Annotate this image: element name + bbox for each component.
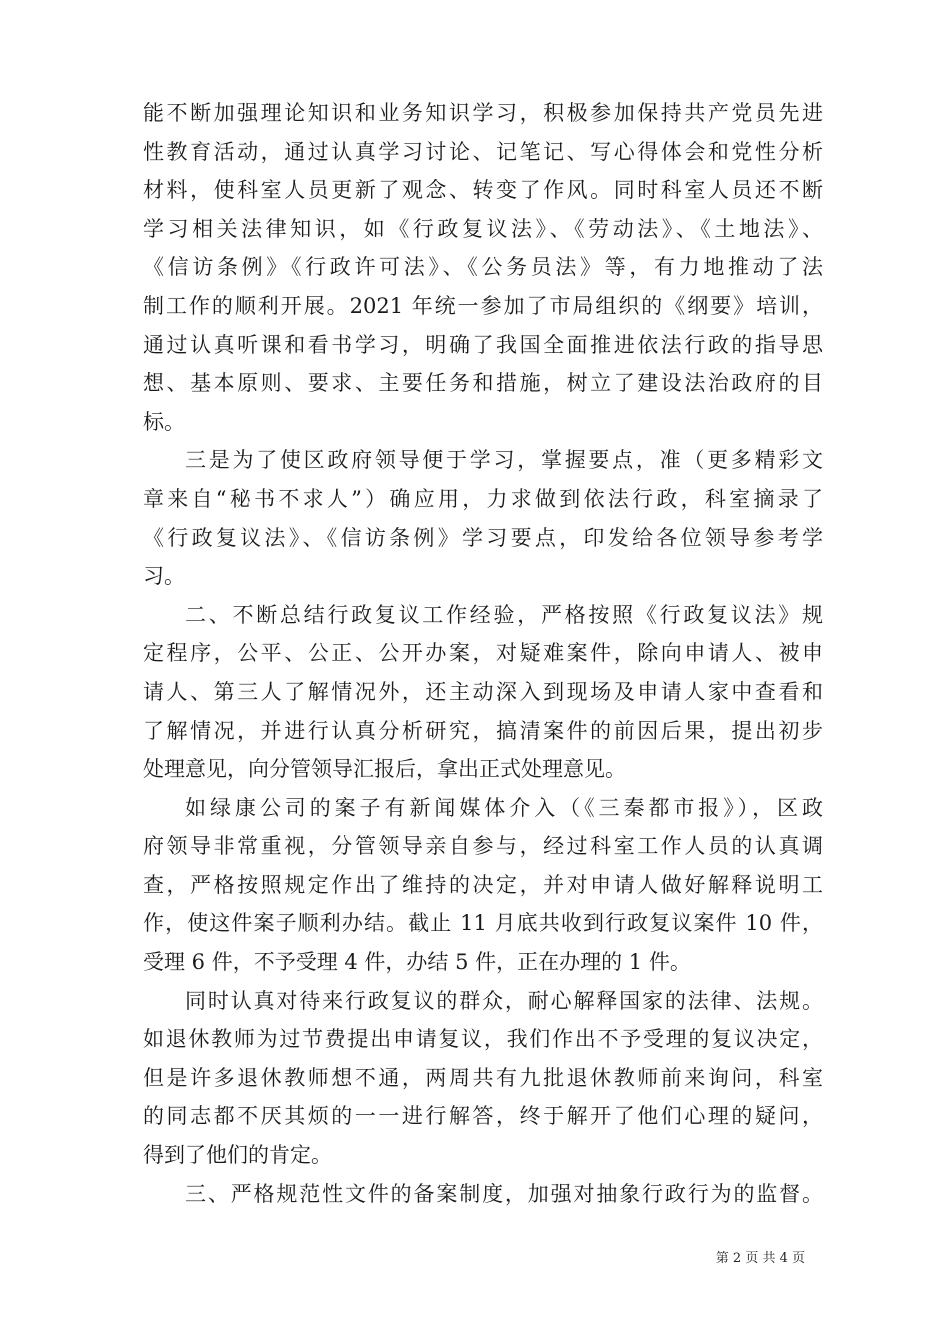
paragraph-line: 查，严格按照规定作出了维持的决定，并对申请人做好解释说明工 <box>143 872 823 897</box>
document-body <box>143 94 823 1213</box>
paragraph-line: 习。 <box>143 564 185 589</box>
paragraph-line: 定程序，公平、公正、公开办案，对疑难案件，除向申请人、被申 <box>143 641 823 666</box>
paragraph-line: 请人、第三人了解情况外，还主动深入到现场及申请人家中查看和 <box>143 679 823 704</box>
page-number-footer: 第 2 页 共 4 页 <box>715 1251 805 1266</box>
paragraph-line: 府领导非常重视，分管领导亲自参与，经过科室工作人员的认真调 <box>143 834 823 859</box>
paragraph-line: 受理 6 件，不予受理 4 件，办结 5 件，正在办理的 1 件。 <box>143 950 691 975</box>
paragraph-line: 作，使这件案子顺利办结。截止 11 月底共收到行政复议案件 10 件， <box>143 911 823 936</box>
paragraph-line: 处理意见，向分管领导汇报后，拿出正式处理意见。 <box>143 757 626 782</box>
paragraph-line: 学习相关法律知识，如《行政复议法》、《劳动法》、《土地法》、 <box>143 216 823 241</box>
paragraph-line: 材料，使科室人员更新了观念、转变了作风。同时科室人员还不断 <box>143 178 823 203</box>
paragraph-line: 制工作的顺利开展。2021 年统一参加了市局组织的《纲要》培训， <box>143 293 823 318</box>
paragraph-line: 三、严格规范性文件的备案制度，加强对抽象行政行为的监督。 <box>185 1181 823 1206</box>
paragraph-line: 如退休教师为过节费提出申请复议，我们作出不予受理的复议决定， <box>143 1027 823 1052</box>
paragraph-line: 《信访条例》《行政许可法》、《公务员法》等，有力地推动了法 <box>143 255 823 280</box>
paragraph-line: 三是为了使区政府领导便于学习，掌握要点，准（更多精彩文 <box>185 448 823 473</box>
paragraph-line: 了解情况，并进行认真分析研究，搞清案件的前因后果，提出初步 <box>143 718 823 743</box>
paragraph-line: 性教育活动，通过认真学习讨论、记笔记、写心得体会和党性分析 <box>143 139 823 164</box>
paragraph-line: 标。 <box>143 409 185 434</box>
paragraph-line: 章来自“秘书不求人”）确应用，力求做到依法行政，科室摘录了 <box>143 486 823 511</box>
paragraph-line: 同时认真对待来行政复议的群众，耐心解释国家的法律、法规。 <box>185 988 823 1013</box>
paragraph-line: 如绿康公司的案子有新闻媒体介入（《三秦都市报》），区政 <box>185 795 823 820</box>
paragraph-line: 得到了他们的肯定。 <box>143 1143 332 1168</box>
paragraph-line: 二、不断总结行政复议工作经验，严格按照《行政复议法》规 <box>185 602 823 627</box>
paragraph-line: 能不断加强理论知识和业务知识学习，积极参加保持共产党员先进 <box>143 101 823 125</box>
paragraph-line: 《行政复议法》、《信访条例》学习要点，印发给各位领导参考学 <box>143 525 823 550</box>
paragraph-line: 但是许多退休教师想不通，两周共有九批退休教师前来询问，科室 <box>143 1065 823 1090</box>
paragraph-line: 通过认真听课和看书学习，明确了我国全面推进依法行政的指导思 <box>143 332 823 357</box>
paragraph-line: 的同志都不厌其烦的一一进行解答，终于解开了他们心理的疑问， <box>143 1104 823 1129</box>
paragraph-line: 想、基本原则、要求、主要任务和措施，树立了建设法治政府的目 <box>143 371 823 396</box>
